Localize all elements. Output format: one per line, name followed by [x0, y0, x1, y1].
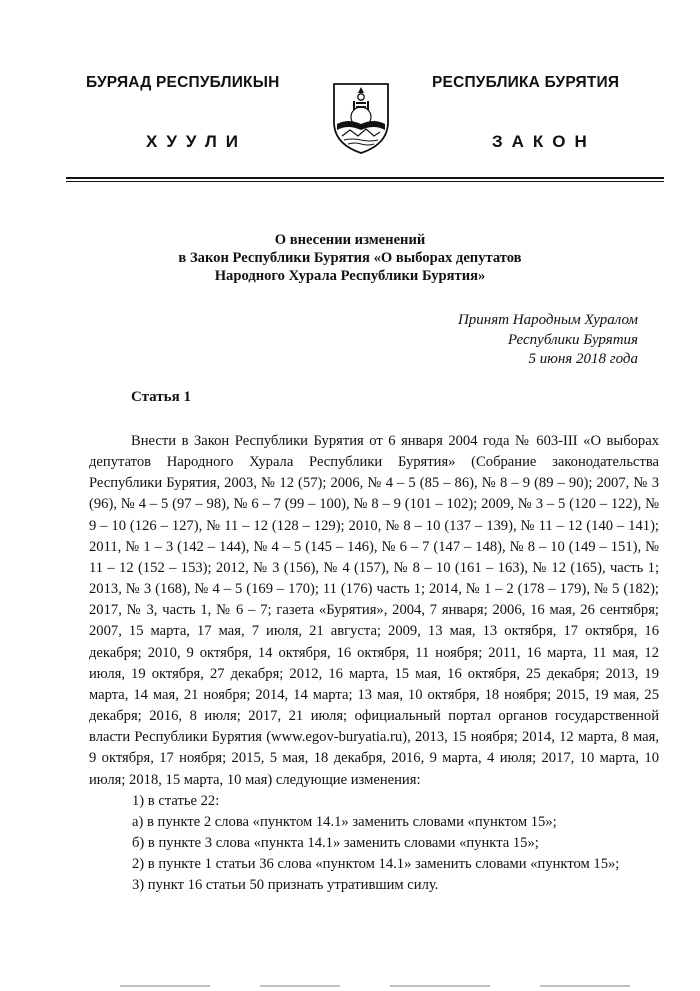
law-label-buryat: ХУУЛИ: [146, 132, 247, 151]
amendment-item: 2) в пункте 1 статьи 36 слова «пунктом 14.1» заменить словами «пунктом 15»;: [132, 856, 620, 873]
law-label-russian: ЗАКОН: [492, 132, 596, 151]
title-line: О внесении изменений: [274, 232, 426, 248]
page-bottom-edge: [120, 985, 640, 989]
republic-name-buryat: БУРЯАД РЕСПУБЛИКЫН: [86, 74, 280, 91]
title-line: в Закон Республики Бурятия «О выборах депутатов: [178, 250, 522, 266]
amendment-item: 1) в статье 22:: [132, 792, 220, 809]
amendment-item: а) в пункте 2 слова «пунктом 14.1» заменить словами «пунктом 15»;: [132, 813, 557, 830]
article-body: [89, 431, 659, 896]
document-title: [90, 231, 610, 285]
header-rule-thick: [66, 177, 664, 179]
adoption-date: 5 июня 2018 года: [528, 351, 638, 367]
amendment-item: 3) пункт 16 статьи 50 признать утратившим силу.: [132, 877, 439, 894]
adoption-note: [318, 311, 638, 370]
amendment-item: б) в пункте 3 слова «пункта 14.1» заменить словами «пункта 15»;: [132, 834, 539, 851]
adoption-line: Республики Бурятия: [507, 331, 638, 348]
header-rule-thin: [66, 181, 664, 182]
article-heading: Статья 1: [131, 389, 191, 405]
coat-of-arms-icon: [328, 78, 394, 156]
title-line: Народного Хурала Республики Бурятия»: [214, 268, 486, 284]
adoption-line: Принят Народным Хуралом: [457, 312, 638, 328]
republic-name-russian: РЕСПУБЛИКА БУРЯТИЯ: [432, 74, 620, 91]
article-intro-paragraph: Внести в Закон Республики Бурятия от 6 января 2004 года № 603-III «О выборах депутатов Народного Хурала Республики Бурятия» (Собрание законодательства Республики Бурятия, 2003, № 12 (57); 2006, № 4 – 5 (85 – 86), № 8 – 9 (89 – 90); 2007, № 3 (96), № 4 – 5 (97 – 98), № 6 – 7 (99 – 100), № 8 – 9 (101 – 102); 2009, № 3 – 5 (120 – 122), № 9 – 10 (126 – 127), № 11 – 12 (128 – 129); 2010, № 8 – 10 (137 – 139), № 11 – 12 (140 – 141); 2011, № 1 – 3 (142 – 144), № 4 – 5 (145 – 146), № 6 – 7 (147 – 148), № 8 – 10 (149 – 151), № 11 – 12 (152 – 153); 2012, № 3 (156), № 4 (157), № 8 – 10 (161 – 163), № 12 (165), часть 1; 2013, № 3 (168), № 4 – 5 (169 – 170); 11 (176) часть 1; 2014, № 1 – 2 (178 – 179), № 5 (182); 2017, № 3, часть 1, № 6 – 7; газета «Бурятия», 2004, 7 января; 2006, 16 мая, 26 сентября; 2007, 15 марта, 17 мая, 7 июля, 21 августа; 2009, 13 мая, 13 октября, 17 октября, 16 декабря; 2010, 9 октября, 14 октября, 16 октября, 11 ноября; 2011, 16 марта, 11 мая, 12 июля, 19 октября, 27 декабря; 2012, 16 марта, 15 мая, 16 октября, 25 декабря; 2013, 19 марта, 14 мая, 21 ноября; 2014, 14 марта; 13 мая, 10 октября, 18 ноября; 2015, 19 мая, 25 декабря; 2016, 8 июля; 2017, 21 июля; официальный портал органов государственной власти Республики Бурятия (www.egov-buryatia.ru), 2013, 15 ноября; 2014, 12 марта, 8 мая, 9 октября, 17 ноября; 2015, 5 мая, 18 декабря, 2016, 9 марта, 4 июля; 2017, 10 марта, 10 июля; 2018, 15 марта, 10 мая) следующие изменения:: [89, 433, 659, 788]
